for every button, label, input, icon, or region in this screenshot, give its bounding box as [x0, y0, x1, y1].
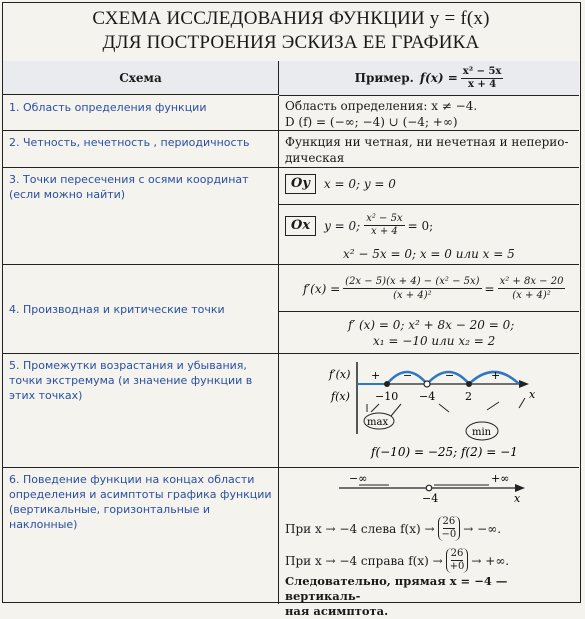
- ox-box: Ox: [285, 216, 316, 236]
- asym-axis-x-label: x: [514, 492, 521, 505]
- right-limit-line: [285, 548, 575, 573]
- row-domain: [3, 96, 579, 131]
- right-limit-num: 26: [450, 548, 464, 559]
- left-limit-text: При x → −4 слева f(x) →: [285, 521, 435, 536]
- row1-line1: Область определения: x ≠ −4.: [285, 99, 478, 113]
- right-limit-den: +0: [449, 561, 465, 572]
- point-3-marker: [466, 381, 472, 387]
- row6-label: 6. Поведение функции на концах области определения и асимптоты графика функции (вертикальные, горизонтальные и наклонные): [3, 468, 279, 604]
- max-arrow-1: [371, 404, 379, 412]
- title-line-2: ДЛЯ ПОСТРОЕНИЯ ЭСКИЗА ЕЕ ГРАФИКА: [102, 32, 480, 53]
- row-derivative: [3, 265, 579, 354]
- row3-label: 3. Точки пересечения с осями координат (если можно найти): [3, 168, 279, 264]
- row-parity: [3, 131, 579, 168]
- sign-axis-x-label: x: [529, 388, 536, 401]
- scheme-table: [2, 2, 581, 618]
- sign-1: +: [371, 369, 381, 382]
- point-3-label: 2: [465, 390, 472, 403]
- row1-line2: D (f) = (−∞; −4) ∪ (−4; +∞): [285, 115, 458, 129]
- row3-divider: [279, 204, 579, 205]
- asym-point-label: −4: [422, 492, 439, 505]
- right-limit-text: При x → −4 справа f(x) →: [285, 553, 443, 568]
- row4-divider: [279, 311, 579, 312]
- derivative-formula: [303, 275, 565, 302]
- plus-inf-label: +∞: [491, 472, 510, 485]
- left-limit-line: [285, 516, 575, 541]
- left-limit-den: −0: [441, 529, 457, 540]
- row1-label: 1. Область определения функции: [3, 96, 279, 130]
- asymptote-axis: [279, 468, 579, 508]
- minus-inf-label: −∞: [349, 472, 368, 485]
- min-arrow-3: [519, 398, 525, 408]
- sign-2: −: [403, 369, 413, 382]
- asym-axis-arrow: [515, 484, 525, 492]
- sign-f-label: f(x): [331, 390, 350, 403]
- oy-text: x = 0; y = 0: [323, 177, 396, 191]
- sign-axis-arrow: [519, 380, 529, 388]
- point-2-label: −4: [419, 390, 436, 403]
- point-1-label: −10: [375, 390, 399, 403]
- row4-label: 4. Производная и критические точки: [3, 265, 279, 353]
- example-denominator: x + 4: [467, 78, 497, 90]
- example-fraction: [461, 66, 504, 91]
- deriv-num-2: x² + 8x − 20: [499, 276, 564, 287]
- left-limit-result: → −∞.: [463, 521, 502, 536]
- deriv-fraction-2: [498, 275, 566, 302]
- sign-3: −: [445, 369, 455, 382]
- sign-4: +: [491, 369, 501, 382]
- example-prefix: Пример.: [354, 71, 414, 85]
- right-limit-result: → +∞.: [471, 553, 510, 568]
- example-lhs: f(x) =: [419, 71, 458, 85]
- extreme-values: f(−10) = −25; f(2) = −1: [371, 445, 518, 459]
- deriv-num-1: (2x − 5)(x + 4) − (x² − 5x): [345, 276, 480, 287]
- title-block: [3, 3, 579, 62]
- sign-fprime-label: f′(x): [329, 368, 351, 381]
- header-scheme: Схема: [3, 61, 279, 95]
- point-2-marker: [424, 381, 430, 387]
- example-numerator: x² − 5x: [462, 65, 502, 77]
- min-arrow-1: [439, 404, 449, 412]
- row5-label: 5. Промежутки возрастания и убывания, точки экстремума (и значение функции в этих точках): [3, 354, 279, 467]
- deriv-den-2: (x + 4)²: [512, 290, 551, 301]
- row-monotonicity: [3, 354, 579, 468]
- asym-point-marker: [426, 485, 432, 491]
- deriv-roots-line: x₁ = −10 или x₂ = 2: [373, 334, 496, 348]
- min-arrow-2: [487, 402, 499, 410]
- conclusion: [285, 574, 575, 619]
- deriv-fraction-1: [343, 275, 481, 302]
- right-limit-fraction: [446, 548, 469, 573]
- row2-line2: дическая: [285, 151, 345, 165]
- max-label: max: [367, 417, 389, 428]
- ox-result: x² − 5x = 0; x = 0 или x = 5: [343, 247, 515, 261]
- deriv-lhs: f′(x) =: [303, 281, 341, 296]
- title-line-1: СХЕМА ИССЛЕДОВАНИЯ ФУНКЦИИ y = f(x): [92, 8, 490, 29]
- conclusion-line-1: Следовательно, прямая x = −4 — вертикаль-: [285, 574, 508, 603]
- row-intercepts: [3, 168, 579, 265]
- ox-numerator: x² − 5x: [366, 213, 403, 224]
- oy-box: Oy: [285, 174, 316, 194]
- ox-fraction: [364, 213, 404, 238]
- row2-label: 2. Четность, нечетность , периодичность: [3, 131, 279, 167]
- sign-chart: [279, 354, 579, 467]
- deriv-eq-line: f′ (x) = 0; x² + 8x − 20 = 0;: [348, 318, 515, 332]
- deriv-equals: =: [484, 281, 495, 296]
- ox-rhs: = 0;: [407, 218, 434, 233]
- ox-denominator: x + 4: [371, 226, 398, 237]
- left-limit-fraction: [438, 516, 461, 541]
- row2-line1: Функция ни четная, ни нечетная и неперио-: [285, 135, 569, 149]
- row-asymptotes: [3, 468, 579, 618]
- conclusion-line-2: ная асимптота.: [285, 604, 389, 618]
- point-1-marker: [384, 381, 390, 387]
- min-label: min: [472, 427, 492, 438]
- header-example: [279, 61, 579, 96]
- ox-lhs: y = 0;: [324, 218, 361, 233]
- left-limit-num: 26: [442, 516, 456, 527]
- max-arrow-2: [391, 404, 401, 416]
- deriv-den-1: (x + 4)²: [393, 290, 432, 301]
